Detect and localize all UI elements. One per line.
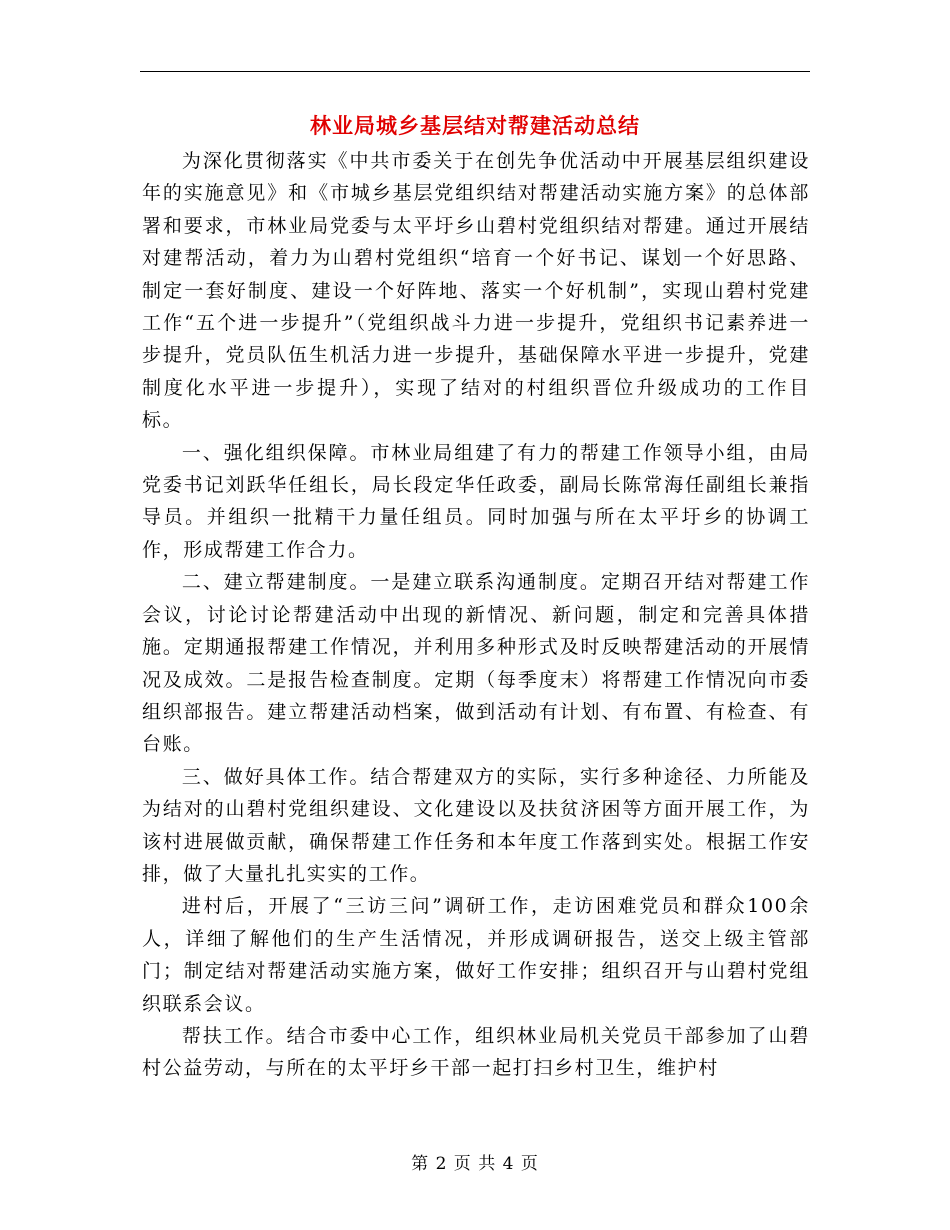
document-body: [142, 145, 810, 1085]
header-rule: [140, 71, 810, 72]
paragraph-assistance: 帮扶工作。结合市委中心工作，组织林业局机关党员干部参加了山碧村公益劳动，与所在的太平圩乡干部一起打扫乡村卫生，维护村: [142, 1024, 810, 1080]
paragraph-work: 三、做好具体工作。结合帮建双方的实际，实行多种途径、力所能及为结对的山碧村党组织建设、文化建设以及扶贫济困等方面开展工作，为该村进展做贡献，确保帮建工作任务和本年度工作落到实处。根据工作安排，做了大量扎扎实实的工作。: [142, 765, 810, 885]
paragraph-organization: 一、强化组织保障。市林业局组建了有力的帮建工作领导小组，由局党委书记刘跃华任组长，局长段定华任政委，副局长陈常海任副组长兼指导员。并组织一批精干力量任组员。同时加强与所在太平圩乡的协调工作，形成帮建工作合力。: [142, 441, 810, 561]
document-title: 林业局城乡基层结对帮建活动总结: [310, 113, 640, 138]
paragraph-intro: 为深化贯彻落实《中共市委关于在创先争优活动中开展基层组织建设年的实施意见》和《市城乡基层党组织结对帮建活动实施方案》的总体部署和要求，市林业局党委与太平圩乡山碧村党组织结对帮建。通过开展结对建帮活动，着力为山碧村党组织“培育一个好书记、谋划一个好思路、制定一套好制度、建设一个好阵地、落实一个好机制”，实现山碧村党建工作“五个进一步提升”（党组织战斗力进一步提升，党组织书记素养进一步提升，党员队伍生机活力进一步提升，基础保障水平进一步提升，党建制度化水平进一步提升），实现了结对的村组织晋位升级成功的工作目标。: [142, 150, 810, 432]
page-number: 第 2 页 共 4 页: [411, 1154, 539, 1174]
paragraph-system: 二、建立帮建制度。一是建立联系沟通制度。定期召开结对帮建工作会议，讨论讨论帮建活动中出现的新情况、新问题，制定和完善具体措施。定期通报帮建工作情况，并利用多种形式及时反映帮建活动的开展情况及成效。二是报告检查制度。定期（每季度末）将帮建工作情况向市委组织部报告。建立帮建活动档案，做到活动有计划、有布置、有检查、有台账。: [142, 571, 810, 756]
paragraph-research: 进村后，开展了“三访三问”调研工作，走访困难党员和群众100余人，详细了解他们的生产生活情况，并形成调研报告，送交上级主管部门；制定结对帮建活动实施方案，做好工作安排；组织召开与山碧村党组织联系会议。: [142, 895, 810, 1015]
